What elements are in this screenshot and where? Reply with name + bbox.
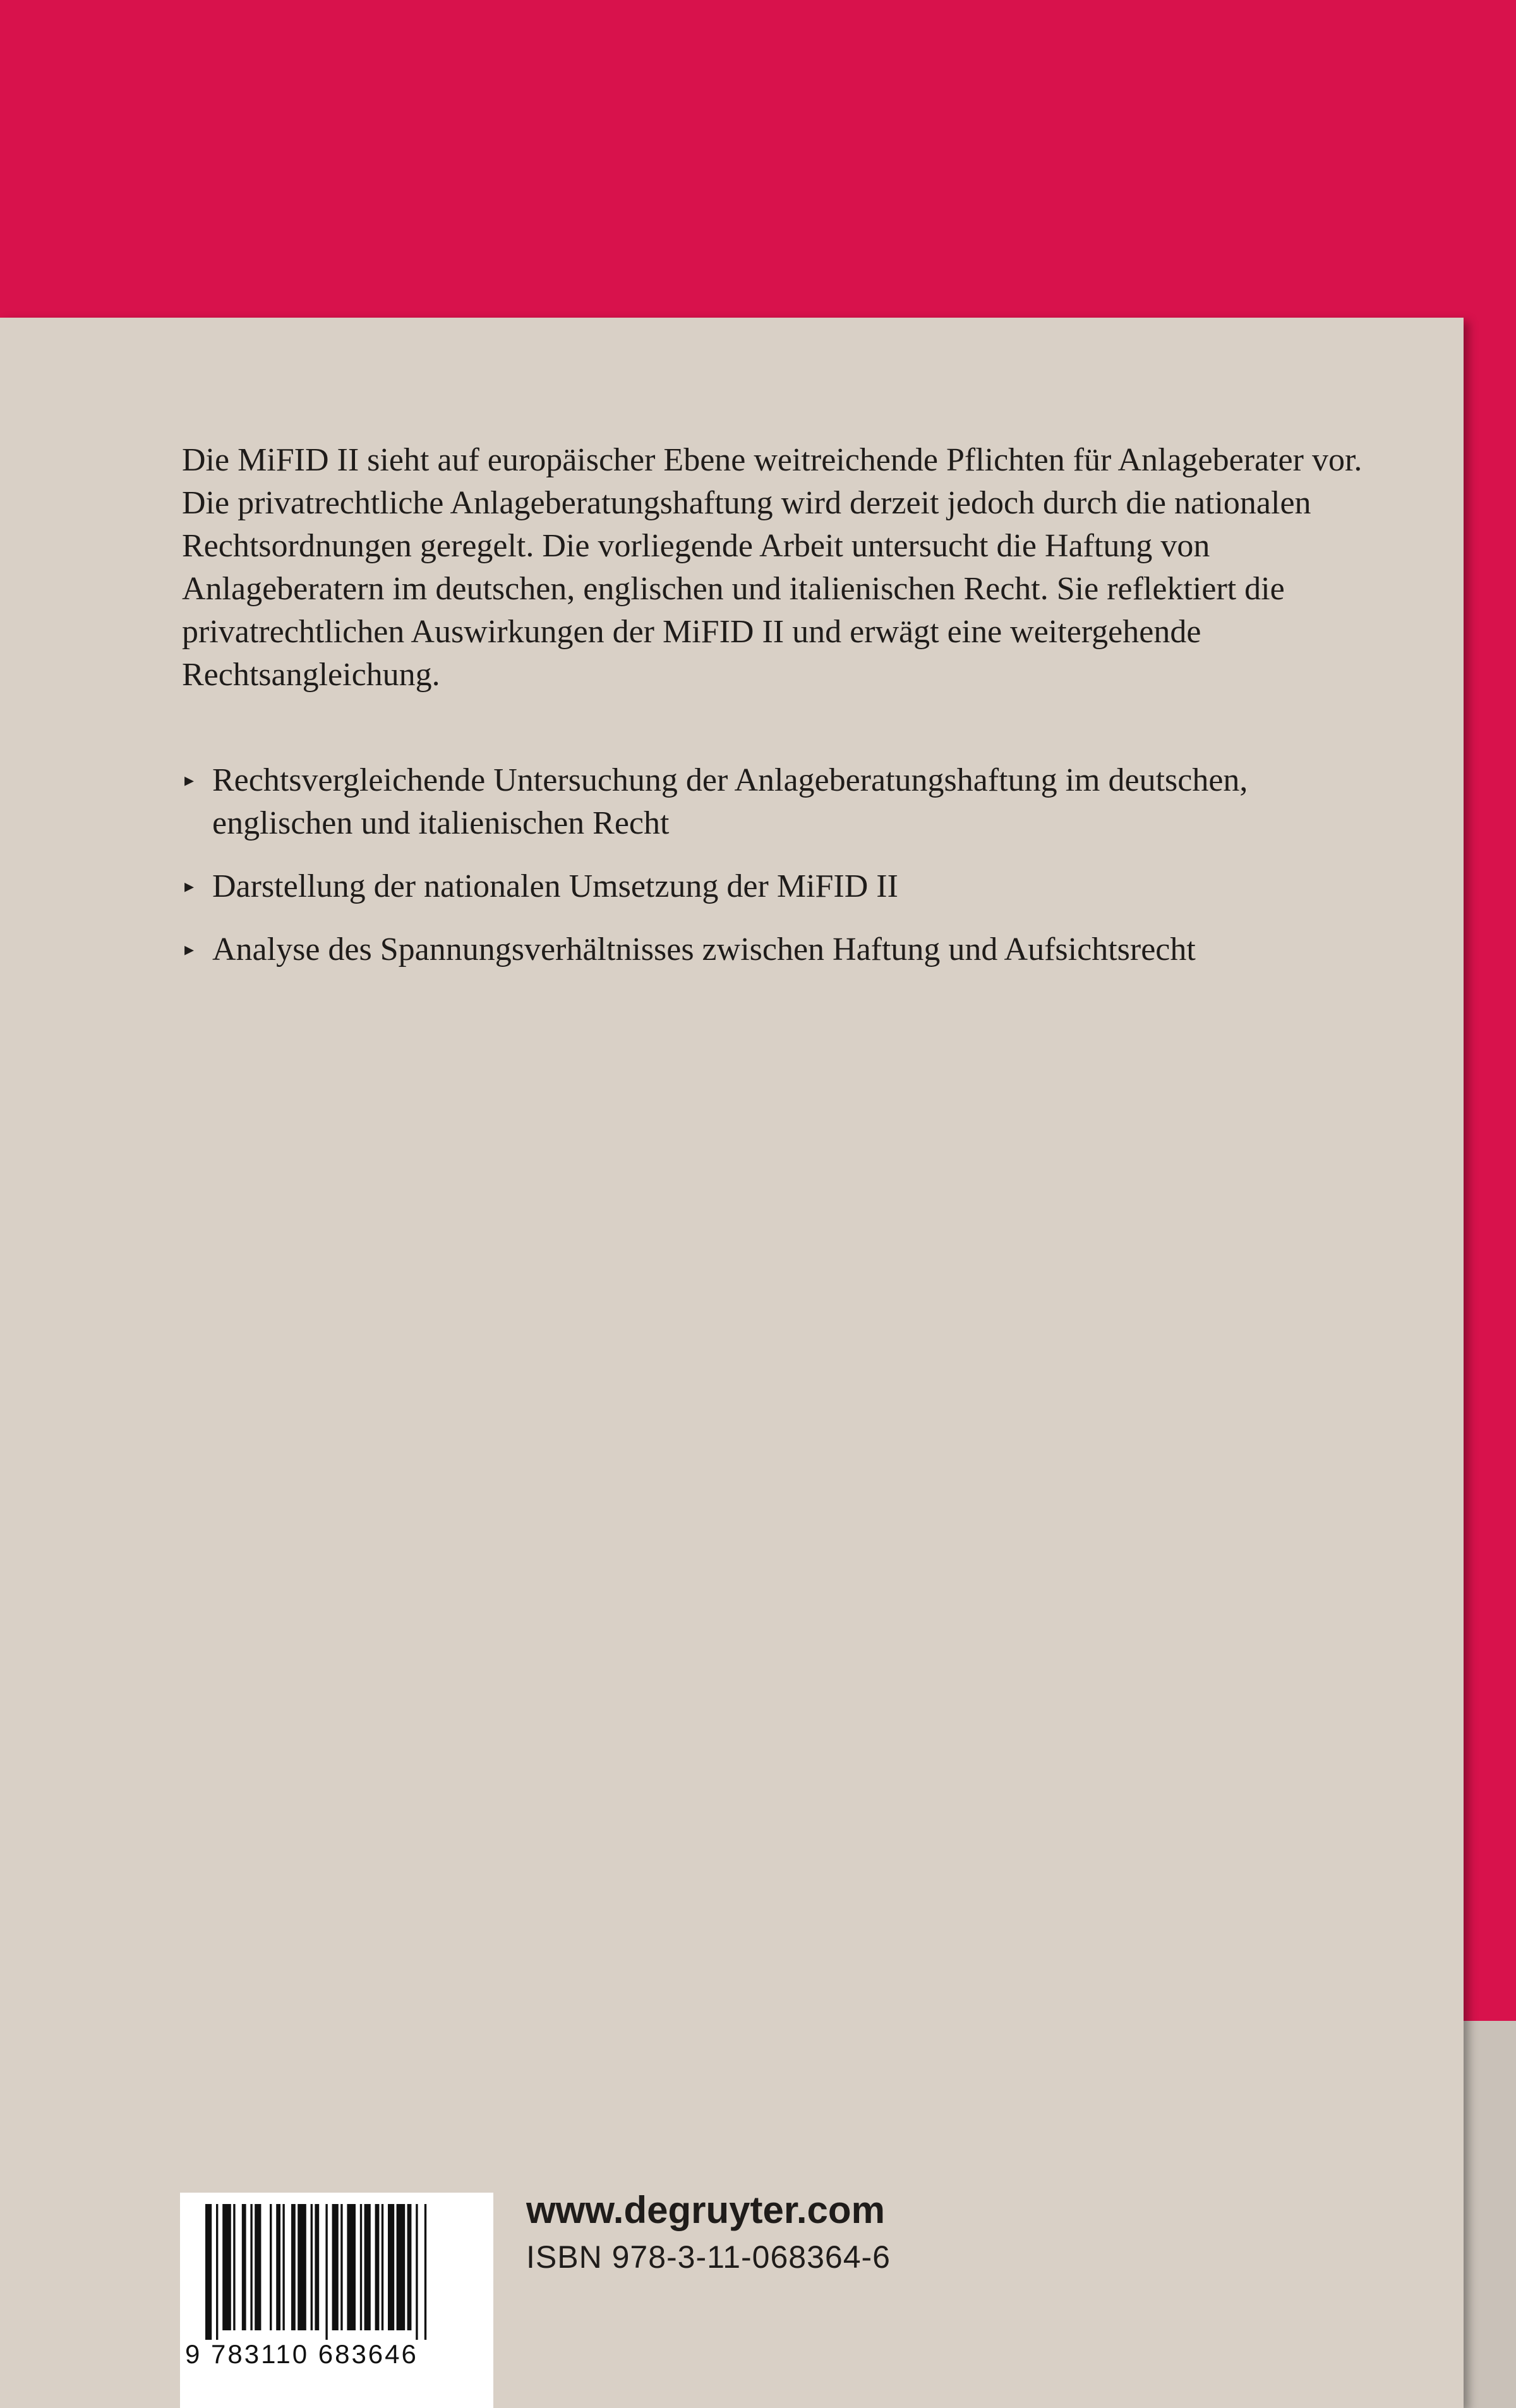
bullet-triangle-icon: ▸ <box>184 876 195 897</box>
barcode-bar <box>340 2204 342 2330</box>
barcode-bar <box>382 2204 383 2330</box>
barcode-bar <box>416 2204 418 2340</box>
barcode-bar <box>332 2204 339 2330</box>
feature-item <box>182 928 1369 971</box>
barcode-bar <box>270 2204 272 2330</box>
barcode-bar <box>276 2204 280 2330</box>
feature-item <box>182 865 1369 908</box>
barcode-bar <box>233 2204 235 2330</box>
barcode-bar <box>282 2204 284 2330</box>
feature-text: Analyse des Spannungsverhältnisses zwischen Haftung und Aufsichtsrecht <box>212 931 1196 967</box>
barcode-bar <box>205 2204 212 2340</box>
barcode-bar <box>347 2204 356 2330</box>
barcode-bar <box>298 2204 306 2330</box>
barcode-icon <box>205 2204 471 2340</box>
barcode-bar <box>315 2204 319 2330</box>
barcode-bar <box>375 2204 380 2330</box>
isbn-number: ISBN 978-3-11-068364-6 <box>526 2239 891 2275</box>
barcode-bar <box>388 2204 394 2330</box>
barcode-bar <box>216 2204 218 2340</box>
barcode-bar <box>250 2204 252 2330</box>
intro-paragraph: Die MiFID II sieht auf europäischer Ebene weitreichende Pflichten für Anlageberater vor. Die privatrechtliche Anlageberatungshaftung wird derzeit jedoch durch die nationalen Rechtsordnungen geregelt. Die vorliegende Arbeit untersucht die Haftung von Anlageberatern im deutschen, englischen und italienischen Recht. Sie reflektiert die privatrechtlichen Auswirkungen der MiFID II und erwägt eine weitergehende Rechtsangleichung. <box>182 442 1363 693</box>
barcode-bar <box>364 2204 371 2330</box>
feature-text: Rechtsvergleichende Untersuchung der Anlageberatungshaftung im deutschen, englischen und italienischen Recht <box>212 762 1248 841</box>
barcode-bar <box>222 2204 231 2330</box>
publisher-website: www.degruyter.com <box>526 2189 885 2231</box>
feature-list <box>182 759 1369 991</box>
feature-text: Darstellung der nationalen Umsetzung der MiFID II <box>212 868 898 904</box>
barcode-bar <box>325 2204 327 2340</box>
bullet-triangle-icon: ▸ <box>184 939 195 960</box>
barcode-digits: 9 783110 683646 <box>185 2339 418 2369</box>
barcode-bar <box>291 2204 296 2330</box>
bullet-triangle-icon: ▸ <box>184 770 195 791</box>
feature-item <box>182 759 1369 845</box>
right-edge-strip <box>1464 2021 1516 2408</box>
barcode <box>180 2193 493 2408</box>
barcode-bar <box>407 2204 412 2330</box>
barcode-bar <box>242 2204 246 2330</box>
barcode-bar <box>255 2204 261 2330</box>
barcode-bar <box>360 2204 362 2330</box>
barcode-bar <box>397 2204 406 2330</box>
barcode-bar <box>311 2204 313 2330</box>
barcode-bar <box>424 2204 426 2340</box>
